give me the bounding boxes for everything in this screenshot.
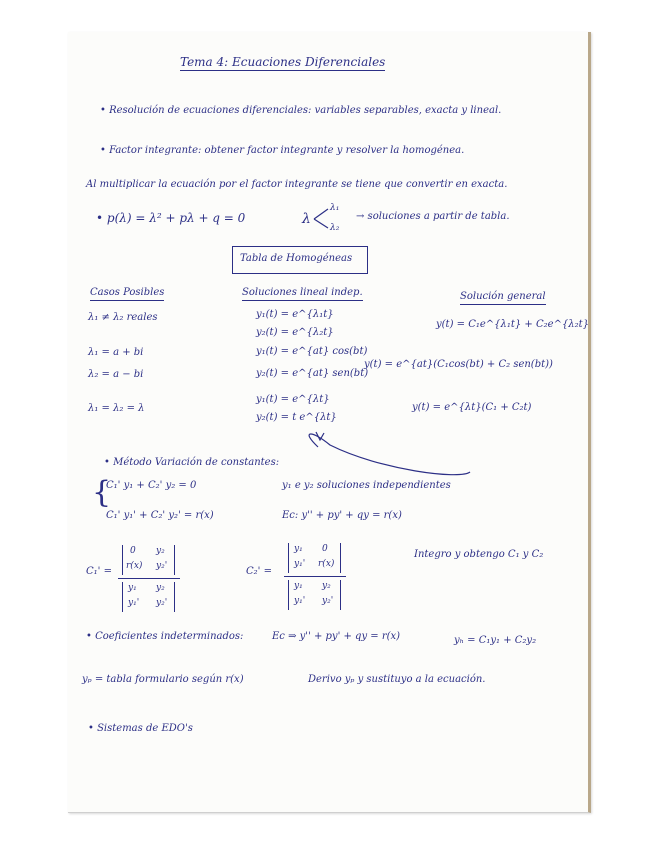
c2-den-bar-left <box>288 580 289 610</box>
row1-solution-2: y₂(t) = e^{λ₂t} <box>256 327 334 338</box>
variation-eq-1: C₁' y₁ + C₂' y₂ = 0 <box>106 480 197 491</box>
row2-solution-2: y₂(t) = e^{at} sen(bt) <box>256 368 369 379</box>
c1-prime-label: C₁' = <box>86 566 112 577</box>
c1-num-bar-right <box>174 545 175 575</box>
note-multiply: Al multiplicar la ecuación por el factor integrante se tiene que convertir en exacta. <box>86 179 508 190</box>
c2-prime-label: C₂' = <box>246 566 272 577</box>
bullet-integrating-factor: • Factor integrante: obtener factor integrante y resolver la homogénea. <box>100 145 465 156</box>
header-solutions: Soluciones lineal indep. <box>242 288 363 301</box>
c2-num-cell: 0 <box>322 544 328 554</box>
coef-heading: • Coeficientes indeterminados: <box>86 631 244 642</box>
coef-equation: Ec ⇒ y'' + py' + qy = r(x) <box>272 631 401 642</box>
lambda1-root: λ₁ <box>330 203 340 213</box>
c1-num-cell: y₂ <box>156 546 165 556</box>
integrate-note: Integro y obtengo C₁ y C₂ <box>414 549 544 560</box>
row3-solution-1: y₁(t) = e^{λt} <box>256 394 330 405</box>
c1-den-cell: y₁' <box>128 598 140 608</box>
c2-den-cell: y₁ <box>294 581 303 591</box>
particular-solution: yₚ = tabla formulario según r(x) <box>82 674 244 685</box>
page-title: Tema 4: Ecuaciones Diferenciales <box>180 55 386 69</box>
lambda2-root: λ₂ <box>330 223 340 233</box>
variation-eq-2: C₁' y₁' + C₂' y₂' = r(x) <box>106 510 214 521</box>
row2-solution-1: y₁(t) = e^{at} cos(bt) <box>256 346 368 357</box>
c2-num-cell: y₁ <box>294 544 303 554</box>
c2-fraction-bar <box>284 576 346 577</box>
row3-case: λ₁ = λ₂ = λ <box>88 403 145 414</box>
polynomial-note: → soluciones a partir de tabla. <box>356 211 510 222</box>
c1-num-cell: y₂' <box>156 561 168 571</box>
characteristic-polynomial: p(λ) = λ² + pλ + q = 0 <box>106 211 246 225</box>
bullet-resolution: • Resolución de ecuaciones diferenciales: variables separables, exacta y lineal. <box>100 105 502 116</box>
bullet-polynomial: • p(λ) = λ² + pλ + q = 0 <box>96 211 246 225</box>
row3-general: y(t) = e^{λt}(C₁ + C₂t) <box>412 402 532 413</box>
c1-den-cell: y₂' <box>156 598 168 608</box>
c2-den-cell: y₁' <box>294 596 306 606</box>
variation-note-2: Ec: y'' + py' + qy = r(x) <box>282 510 402 521</box>
row1-general: y(t) = C₁e^{λ₁t} + C₂e^{λ₂t} <box>436 319 590 330</box>
variation-heading-text: Método Variación de constantes: <box>113 457 280 468</box>
variation-note-1: y₁ e y₂ soluciones independientes <box>282 480 451 491</box>
table-title: Tabla de Homogéneas <box>240 253 353 264</box>
c2-num-bar-left <box>288 543 289 573</box>
c1-num-cell: 0 <box>130 546 136 556</box>
bullet-resolution-text: Resolución de ecuaciones diferenciales: variables separables, exacta y lineal. <box>109 105 502 116</box>
row2-case-a: λ₁ = a + bi <box>88 347 144 358</box>
c1-den-bar-left <box>122 582 123 612</box>
c2-den-cell: y₂' <box>322 596 334 606</box>
row3-solution-2: y₂(t) = t e^{λt} <box>256 412 337 423</box>
coef-heading-text: Coeficientes indeterminados: <box>95 631 244 642</box>
c1-fraction-bar <box>118 578 180 579</box>
c2-den-bar-right <box>340 580 341 610</box>
homogeneous-solution: yₕ = C₁y₁ + C₂y₂ <box>454 635 537 646</box>
row2-general: y(t) = e^{at}(C₁cos(bt) + C₂ sen(bt)) <box>364 359 553 370</box>
row1-solution-1: y₁(t) = e^{λ₁t} <box>256 309 334 320</box>
row1-case: λ₁ ≠ λ₂ reales <box>88 312 158 323</box>
header-cases: Casos Posibles <box>90 288 164 301</box>
derive-note: Derivo yₚ y sustituyo a la ecuación. <box>308 674 486 685</box>
c2-num-cell: y₁' <box>294 559 306 569</box>
lambda-symbol: λ <box>302 211 311 227</box>
c2-den-cell: y₂ <box>322 581 331 591</box>
c2-num-cell: r(x) <box>318 559 335 569</box>
variation-heading: • Método Variación de constantes: <box>104 457 280 468</box>
header-general: Solución general <box>460 292 546 305</box>
c1-num-bar-left <box>122 545 123 575</box>
c1-den-cell: y₂ <box>156 583 165 593</box>
c1-num-cell: r(x) <box>126 561 143 571</box>
systems-text: Sistemas de EDO's <box>97 723 193 734</box>
c1-den-bar-right <box>174 582 175 612</box>
row2-case-b: λ₂ = a − bi <box>88 369 144 380</box>
c2-num-bar-right <box>340 543 341 573</box>
systems-bullet: • Sistemas de EDO's <box>88 723 193 734</box>
c1-den-cell: y₁ <box>128 583 137 593</box>
system-brace: { <box>92 475 112 510</box>
bullet-integrating-factor-text: Factor integrante: obtener factor integrante y resolver la homogénea. <box>109 145 465 156</box>
